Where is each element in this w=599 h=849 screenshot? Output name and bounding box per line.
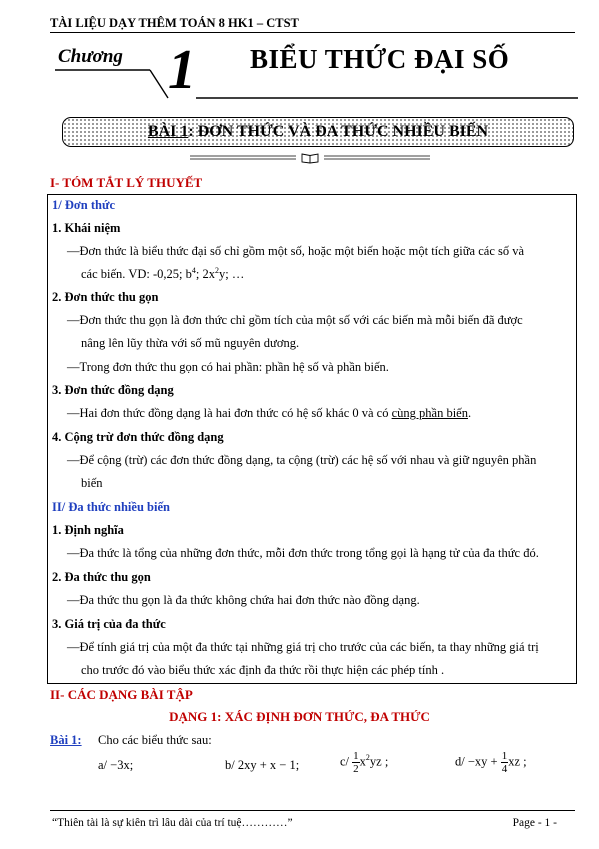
option-c bbox=[340, 750, 388, 775]
concept-sup-1: 4 bbox=[191, 266, 196, 275]
definition-title: 1. Định nghĩa bbox=[52, 523, 124, 537]
chapter-number: 1 bbox=[168, 39, 196, 101]
chapter-label: Chương bbox=[58, 46, 123, 67]
footer-rule bbox=[50, 810, 575, 811]
add-subtract-title: 4. Cộng trừ đơn thức đồng dạng bbox=[52, 430, 224, 444]
option-c-var: x bbox=[359, 754, 366, 769]
option-d-prefix: d/ −xy + bbox=[455, 754, 498, 769]
option-d-denominator: 4 bbox=[501, 763, 508, 775]
lesson-title bbox=[63, 123, 573, 141]
page-number: Page - 1 - bbox=[512, 817, 557, 829]
option-c-prefix: c/ bbox=[340, 754, 350, 769]
subsection-monomial: 1/ Đơn thức bbox=[52, 198, 116, 212]
option-d-numerator: 1 bbox=[501, 750, 508, 762]
concept-line-2 bbox=[81, 266, 244, 282]
book-icon bbox=[302, 154, 318, 163]
polynomial-value-line-2: cho trước đó vào biểu thức xác định đa thức rồi thực hiện các phép tính . bbox=[81, 663, 445, 677]
subsection-polynomial: II/ Đa thức nhiều biến bbox=[52, 500, 170, 514]
reduced-polynomial-title: 2. Đa thức thu gọn bbox=[52, 570, 151, 584]
section-1-heading: I- TÓM TẮT LÝ THUYẾT bbox=[50, 175, 203, 190]
option-d-rest: xz ; bbox=[508, 754, 527, 769]
option-c-exponent: 2 bbox=[365, 753, 370, 763]
similar-monomial-title: 3. Đơn thức đồng dạng bbox=[52, 383, 174, 397]
concept-line-1: —Đơn thức là biểu thức đại số chỉ gồm một số, hoặc một biến hoặc một tích giữa các số và bbox=[67, 244, 525, 258]
exercise-1-prompt: Cho các biểu thức sau: bbox=[98, 733, 212, 747]
option-c-fraction bbox=[352, 750, 360, 775]
add-subtract-line-1: —Để cộng (trừ) các đơn thức đồng dạng, ta cộng (trừ) các hệ số với nhau và giữ nguyên phần bbox=[67, 453, 537, 467]
option-b: b/ 2xy + x − 1; bbox=[225, 758, 300, 772]
lesson-title-box bbox=[62, 117, 574, 147]
section-divider bbox=[190, 152, 430, 164]
similar-monomial-period: . bbox=[467, 406, 472, 420]
polynomial-value-title: 3. Giá trị của đa thức bbox=[52, 617, 166, 631]
lesson-title-text: : ĐƠN THỨC VÀ ĐA THỨC NHIỀU BIẾN bbox=[188, 123, 489, 140]
option-c-denominator: 2 bbox=[353, 763, 359, 775]
reduced-monomial-line-3: —Trong đơn thức thu gọn có hai phần: phần hệ số và phần biến. bbox=[67, 360, 389, 374]
option-c-rest: yz ; bbox=[369, 754, 389, 769]
exercise-1-label: Bài 1: bbox=[50, 733, 82, 747]
option-c-numerator: 1 bbox=[353, 750, 359, 762]
document-header-title: TÀI LIỆU DẠY THÊM TOÁN 8 HK1 – CTST bbox=[50, 16, 299, 30]
concept-title: 1. Khái niệm bbox=[52, 221, 121, 235]
concept-example-a: các biến. VD: -0,25; b bbox=[81, 267, 192, 282]
concept-example-c: y; … bbox=[218, 267, 245, 282]
reduced-monomial-line-2: nâng lên lũy thừa với số mũ nguyên dương. bbox=[81, 336, 300, 350]
similar-monomial-line-1 bbox=[67, 406, 471, 421]
chapter-title: BIỂU THỨC ĐẠI SỐ bbox=[250, 44, 510, 74]
lesson-label: BÀI 1 bbox=[147, 123, 189, 140]
similar-monomial-underlined: cùng phần biến bbox=[391, 406, 468, 420]
option-a: a/ −3x; bbox=[98, 758, 134, 772]
similar-monomial-text: —Hai đơn thức đồng dạng là hai đơn thức có hệ số khác 0 và có bbox=[67, 406, 392, 420]
concept-sup-2: 2 bbox=[214, 266, 219, 275]
footer-quote: “Thiên tài là sự kiên trì lâu dài của trí tuệ…………” bbox=[52, 817, 293, 829]
section-2-heading: II- CÁC DẠNG BÀI TẬP bbox=[50, 687, 193, 702]
add-subtract-line-2: biến bbox=[81, 476, 103, 490]
option-d bbox=[455, 750, 527, 775]
form-1-heading: DẠNG 1: XÁC ĐỊNH ĐƠN THỨC, ĐA THỨC bbox=[169, 709, 430, 724]
polynomial-value-line-1: —Để tính giá trị của một đa thức tại những giá trị cho trước của các biến, ta thay những giá trị bbox=[67, 640, 539, 654]
reduced-monomial-line-1: —Đơn thức thu gọn là đơn thức chỉ gồm tích của một số với các biến mà mỗi biến đã được bbox=[67, 313, 523, 327]
reduced-monomial-title: 2. Đơn thức thu gọn bbox=[52, 290, 159, 304]
concept-example-b: ; 2x bbox=[195, 267, 215, 282]
definition-line-1: —Đa thức là tổng của những đơn thức, mỗi đơn thức trong tổng gọi là hạng tử của đa thức đó. bbox=[67, 546, 539, 560]
reduced-polynomial-line-1: —Đa thức thu gọn là đa thức không chứa hai đơn thức nào đồng dạng. bbox=[67, 593, 420, 607]
